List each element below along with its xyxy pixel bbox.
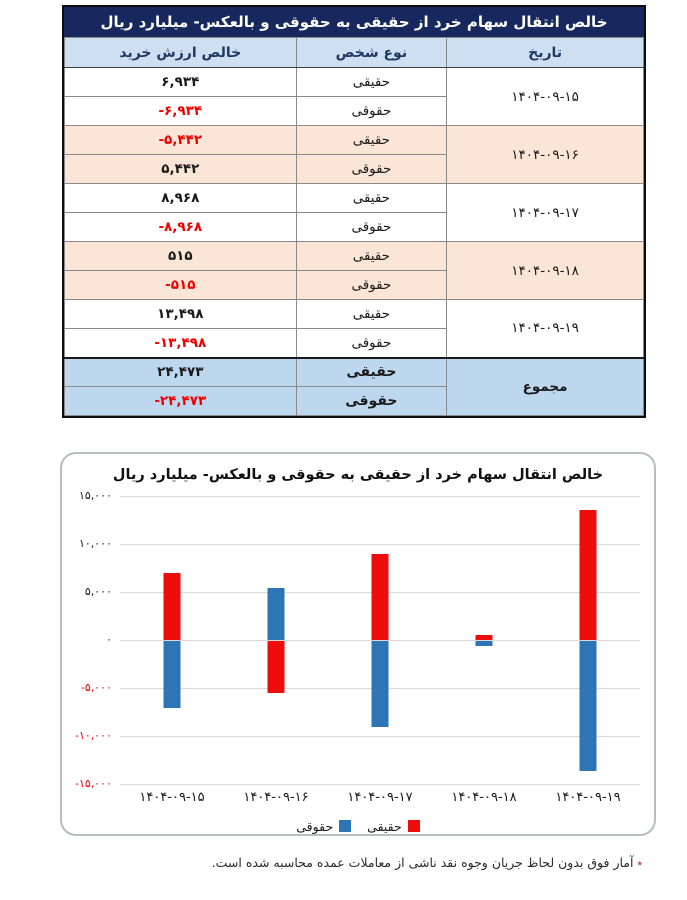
chart-title: خالص انتقال سهام خرد از حقیقی به حقوقی و بالعکس- میلیارد ریال xyxy=(112,467,604,483)
x-tick-label: ۱۴۰۴-۰۹-۱۹ xyxy=(555,790,621,805)
y-tick-label: ۵,۰۰۰ xyxy=(84,585,112,598)
table-header-row xyxy=(65,38,644,68)
bar-positive-حقیقی xyxy=(476,635,493,640)
gridline xyxy=(120,784,640,785)
table-row xyxy=(65,242,644,271)
bar-group xyxy=(536,496,640,784)
transfers-table-panel xyxy=(62,5,646,418)
person-type-cell: حقوقی xyxy=(296,155,447,184)
legend-item xyxy=(367,819,420,834)
x-tick-label: ۱۴۰۴-۰۹-۱۷ xyxy=(347,790,413,805)
legend-swatch-icon xyxy=(408,820,420,832)
net-value-cell: ۱۳,۴۹۸ xyxy=(65,300,297,329)
table-row xyxy=(65,126,644,155)
table-title: خالص انتقال سهام خرد از حقیقی به حقوقی و بالعکس- میلیارد ریال xyxy=(64,7,644,37)
person-type-cell: حقوقی xyxy=(296,97,447,126)
net-value-cell: -۸,۹۶۸ xyxy=(65,213,297,242)
table-row xyxy=(65,184,644,213)
bar-group xyxy=(120,496,224,784)
bar-positive-حقوقی xyxy=(268,588,285,640)
net-value-cell: -۱۳,۴۹۸ xyxy=(65,329,297,358)
date-cell: ۱۴۰۴-۰۹-۱۷ xyxy=(447,184,644,242)
x-tick-label: ۱۴۰۴-۰۹-۱۵ xyxy=(139,790,205,805)
bar-group xyxy=(432,496,536,784)
person-type-cell: حقوقی xyxy=(296,387,447,416)
bar-positive-حقیقی xyxy=(580,510,597,640)
net-value-cell: ۵,۴۴۲ xyxy=(65,155,297,184)
net-value-cell: ۲۴,۴۷۳ xyxy=(65,358,297,387)
bar-negative-حقوقی xyxy=(372,641,389,727)
chart-x-axis xyxy=(120,790,640,814)
table-row xyxy=(65,68,644,97)
person-type-cell: حقیقی xyxy=(296,126,447,155)
y-tick-label: -۵,۰۰۰ xyxy=(80,681,112,694)
chart-panel xyxy=(60,452,656,836)
bar-positive-حقیقی xyxy=(372,554,389,640)
net-value-cell: ۵۱۵ xyxy=(65,242,297,271)
chart-plot-area xyxy=(120,496,640,784)
column-header-net-value: خالص ارزش خرید xyxy=(65,38,297,68)
y-tick-label: ۱۵,۰۰۰ xyxy=(78,489,112,502)
net-value-cell: -۶,۹۳۴ xyxy=(65,97,297,126)
total-label-cell: مجموع xyxy=(447,358,644,416)
date-cell: ۱۴۰۴-۰۹-۱۶ xyxy=(447,126,644,184)
net-value-cell: ۸,۹۶۸ xyxy=(65,184,297,213)
person-type-cell: حقیقی xyxy=(296,242,447,271)
person-type-cell: حقیقی xyxy=(296,184,447,213)
y-tick-label: -۱۰,۰۰۰ xyxy=(74,729,112,742)
chart-legend xyxy=(62,818,654,834)
bar-positive-حقیقی xyxy=(164,573,181,640)
person-type-cell: حقیقی xyxy=(296,300,447,329)
y-tick-label: -۱۵,۰۰۰ xyxy=(74,777,112,790)
net-value-cell: -۵۱۵ xyxy=(65,271,297,300)
net-value-cell: -۵,۴۴۲ xyxy=(65,126,297,155)
person-type-cell: حقوقی xyxy=(296,329,447,358)
transfers-table xyxy=(64,37,644,416)
footnote-text: آمار فوق بدون لحاظ جریان وجوه نقد ناشی از معاملات عمده محاسبه شده است. xyxy=(211,855,634,870)
bar-negative-حقوقی xyxy=(164,641,181,708)
person-type-cell: حقوقی xyxy=(296,213,447,242)
person-type-cell: حقوقی xyxy=(296,271,447,300)
bar-negative-حقیقی xyxy=(268,641,285,693)
person-type-cell: حقیقی xyxy=(296,358,447,387)
bar-negative-حقوقی xyxy=(580,641,597,771)
table-row xyxy=(65,358,644,387)
table-row xyxy=(65,300,644,329)
bar-group xyxy=(224,496,328,784)
bar-group xyxy=(328,496,432,784)
legend-label: حقیقی xyxy=(367,818,402,834)
chart-y-axis xyxy=(66,489,112,790)
date-cell: ۱۴۰۴-۰۹-۱۵ xyxy=(447,68,644,126)
legend-item xyxy=(296,819,351,834)
column-header-date: تاریخ xyxy=(447,38,644,68)
footnote xyxy=(212,855,643,870)
date-cell: ۱۴۰۴-۰۹-۱۸ xyxy=(447,242,644,300)
legend-swatch-icon xyxy=(339,820,351,832)
y-tick-label: ۱۰,۰۰۰ xyxy=(78,537,112,550)
net-value-cell: ۶,۹۳۴ xyxy=(65,68,297,97)
net-value-cell: -۲۴,۴۷۳ xyxy=(65,387,297,416)
bar-negative-حقوقی xyxy=(476,641,493,646)
person-type-cell: حقیقی xyxy=(296,68,447,97)
column-header-person-type: نوع شخص xyxy=(296,38,447,68)
y-tick-label: ۰ xyxy=(106,633,112,646)
date-cell: ۱۴۰۴-۰۹-۱۹ xyxy=(447,300,644,358)
x-tick-label: ۱۴۰۴-۰۹-۱۶ xyxy=(243,790,309,805)
legend-label: حقوقی xyxy=(296,818,334,834)
x-tick-label: ۱۴۰۴-۰۹-۱۸ xyxy=(451,790,517,805)
footnote-asterisk-icon: ٭ xyxy=(636,856,643,870)
